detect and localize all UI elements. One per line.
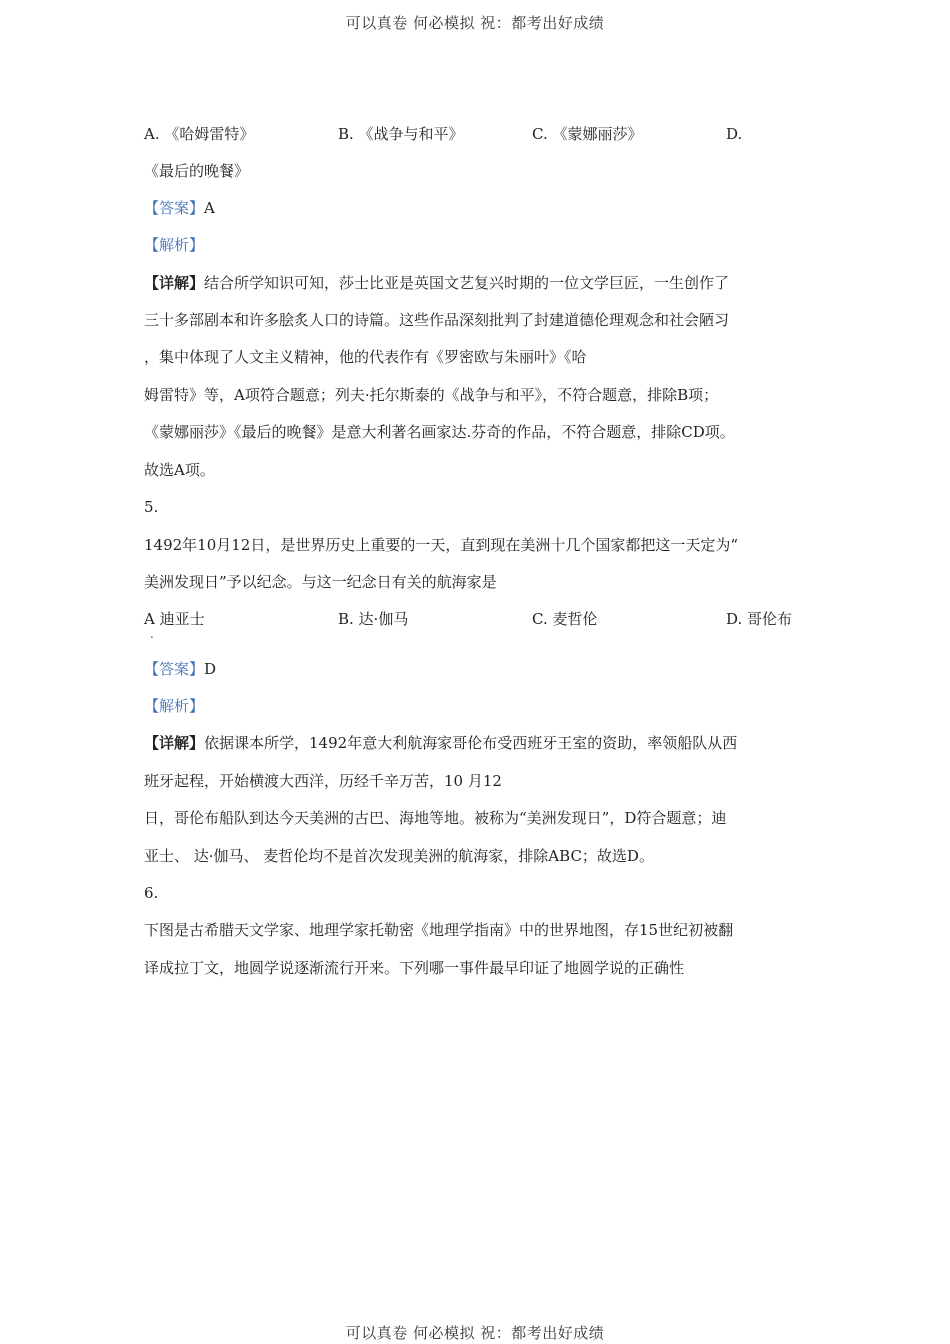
q4-detail-line: 故选A项。: [144, 461, 215, 479]
q4-option-d-continued: 《最后的晚餐》: [144, 162, 250, 180]
q4-detail-line: [144, 273, 729, 293]
q6-stem-line: 下图是古希腊天文学家、地理学家托勒密《地理学指南》中的世界地图，存15世纪初被翻: [144, 921, 734, 939]
q5-stem-line: 1492年10月12日，是世界历史上重要的一天，直到现在美洲十几个国家都把这一天定为“: [144, 536, 739, 554]
q5-answer: [144, 659, 216, 679]
q5-option-a-dot: .: [150, 627, 154, 641]
q4-detail-line: 姆雷特》等，A项符合题意；列夫·托尔斯泰的《战争与和平》，不符合题意，排除B项；: [144, 386, 719, 404]
q5-detail-line: 日，哥伦布船队到达今天美洲的古巴、海地等地。被称为“美洲发现日”，D符合题意；迪: [144, 809, 727, 827]
q5-detail-text: 依据课本所学，1492年意大利航海家哥伦布受西班牙王室的资助，率领船队从西: [204, 734, 738, 752]
q6-number: 6.: [144, 884, 159, 902]
q4-answer-value: A: [204, 199, 215, 217]
q4-option-b: B. 《战争与和平》: [338, 125, 464, 143]
page-header: 可以真卷 何必模拟 祝：都考出好成绩: [345, 14, 605, 32]
q4-option-d: D.: [726, 125, 743, 143]
q4-answer: [144, 198, 215, 218]
q4-detail-line: ，集中体现了人文主义精神，他的代表作有《罗密欧与朱丽叶》《哈: [144, 348, 587, 366]
q4-detail-line: 《蒙娜丽莎》《最后的晚餐》是意大利著名画家达.芬奇的作品，不符合题意，排除CD项。: [144, 423, 735, 441]
page-footer: 可以真卷 何必模拟 祝：都考出好成绩: [345, 1324, 605, 1342]
q5-detail-label: 【详解】: [144, 734, 205, 752]
q5-stem-line: 美洲发现日”予以纪念。与这一纪念日有关的航海家是: [144, 573, 497, 591]
q5-number: 5.: [144, 498, 159, 516]
q5-option-a: A 迪亚士: [144, 610, 205, 628]
q5-answer-label: 【答案】: [144, 660, 205, 678]
q4-analysis-label: 【解析】: [144, 236, 205, 254]
q5-analysis-label: 【解析】: [144, 697, 205, 715]
q4-option-c: C. 《蒙娜丽莎》: [532, 125, 643, 143]
q5-detail-line: [144, 733, 737, 753]
q4-detail-text: 结合所学知识可知，莎士比亚是英国文艺复兴时期的一位文学巨匠，一生创作了: [204, 274, 730, 292]
q5-answer-value: D: [204, 660, 217, 678]
q4-detail-line: 三十多部剧本和许多脍炙人口的诗篇。这些作品深刻批判了封建道德伦理观念和社会陋习: [144, 311, 730, 329]
q5-option-b: B. 达·伽马: [338, 610, 409, 628]
q5-option-d: D. 哥伦布: [726, 610, 793, 628]
q5-detail-line: 班牙起程，开始横渡大西洋，历经千辛万苦，10 月12: [144, 772, 502, 790]
q4-answer-label: 【答案】: [144, 199, 205, 217]
q5-detail-line: 亚士、 达·伽马、 麦哲伦均不是首次发现美洲的航海家，排除ABC；故选D。: [144, 847, 654, 865]
q4-option-a: A. 《哈姆雷特》: [144, 125, 255, 143]
q4-detail-label: 【详解】: [144, 274, 205, 292]
q6-stem-line: 译成拉丁文，地圆学说逐渐流行开来。下列哪一事件最早印证了地圆学说的正确性: [144, 959, 685, 977]
q5-option-c: C. 麦哲伦: [532, 610, 598, 628]
